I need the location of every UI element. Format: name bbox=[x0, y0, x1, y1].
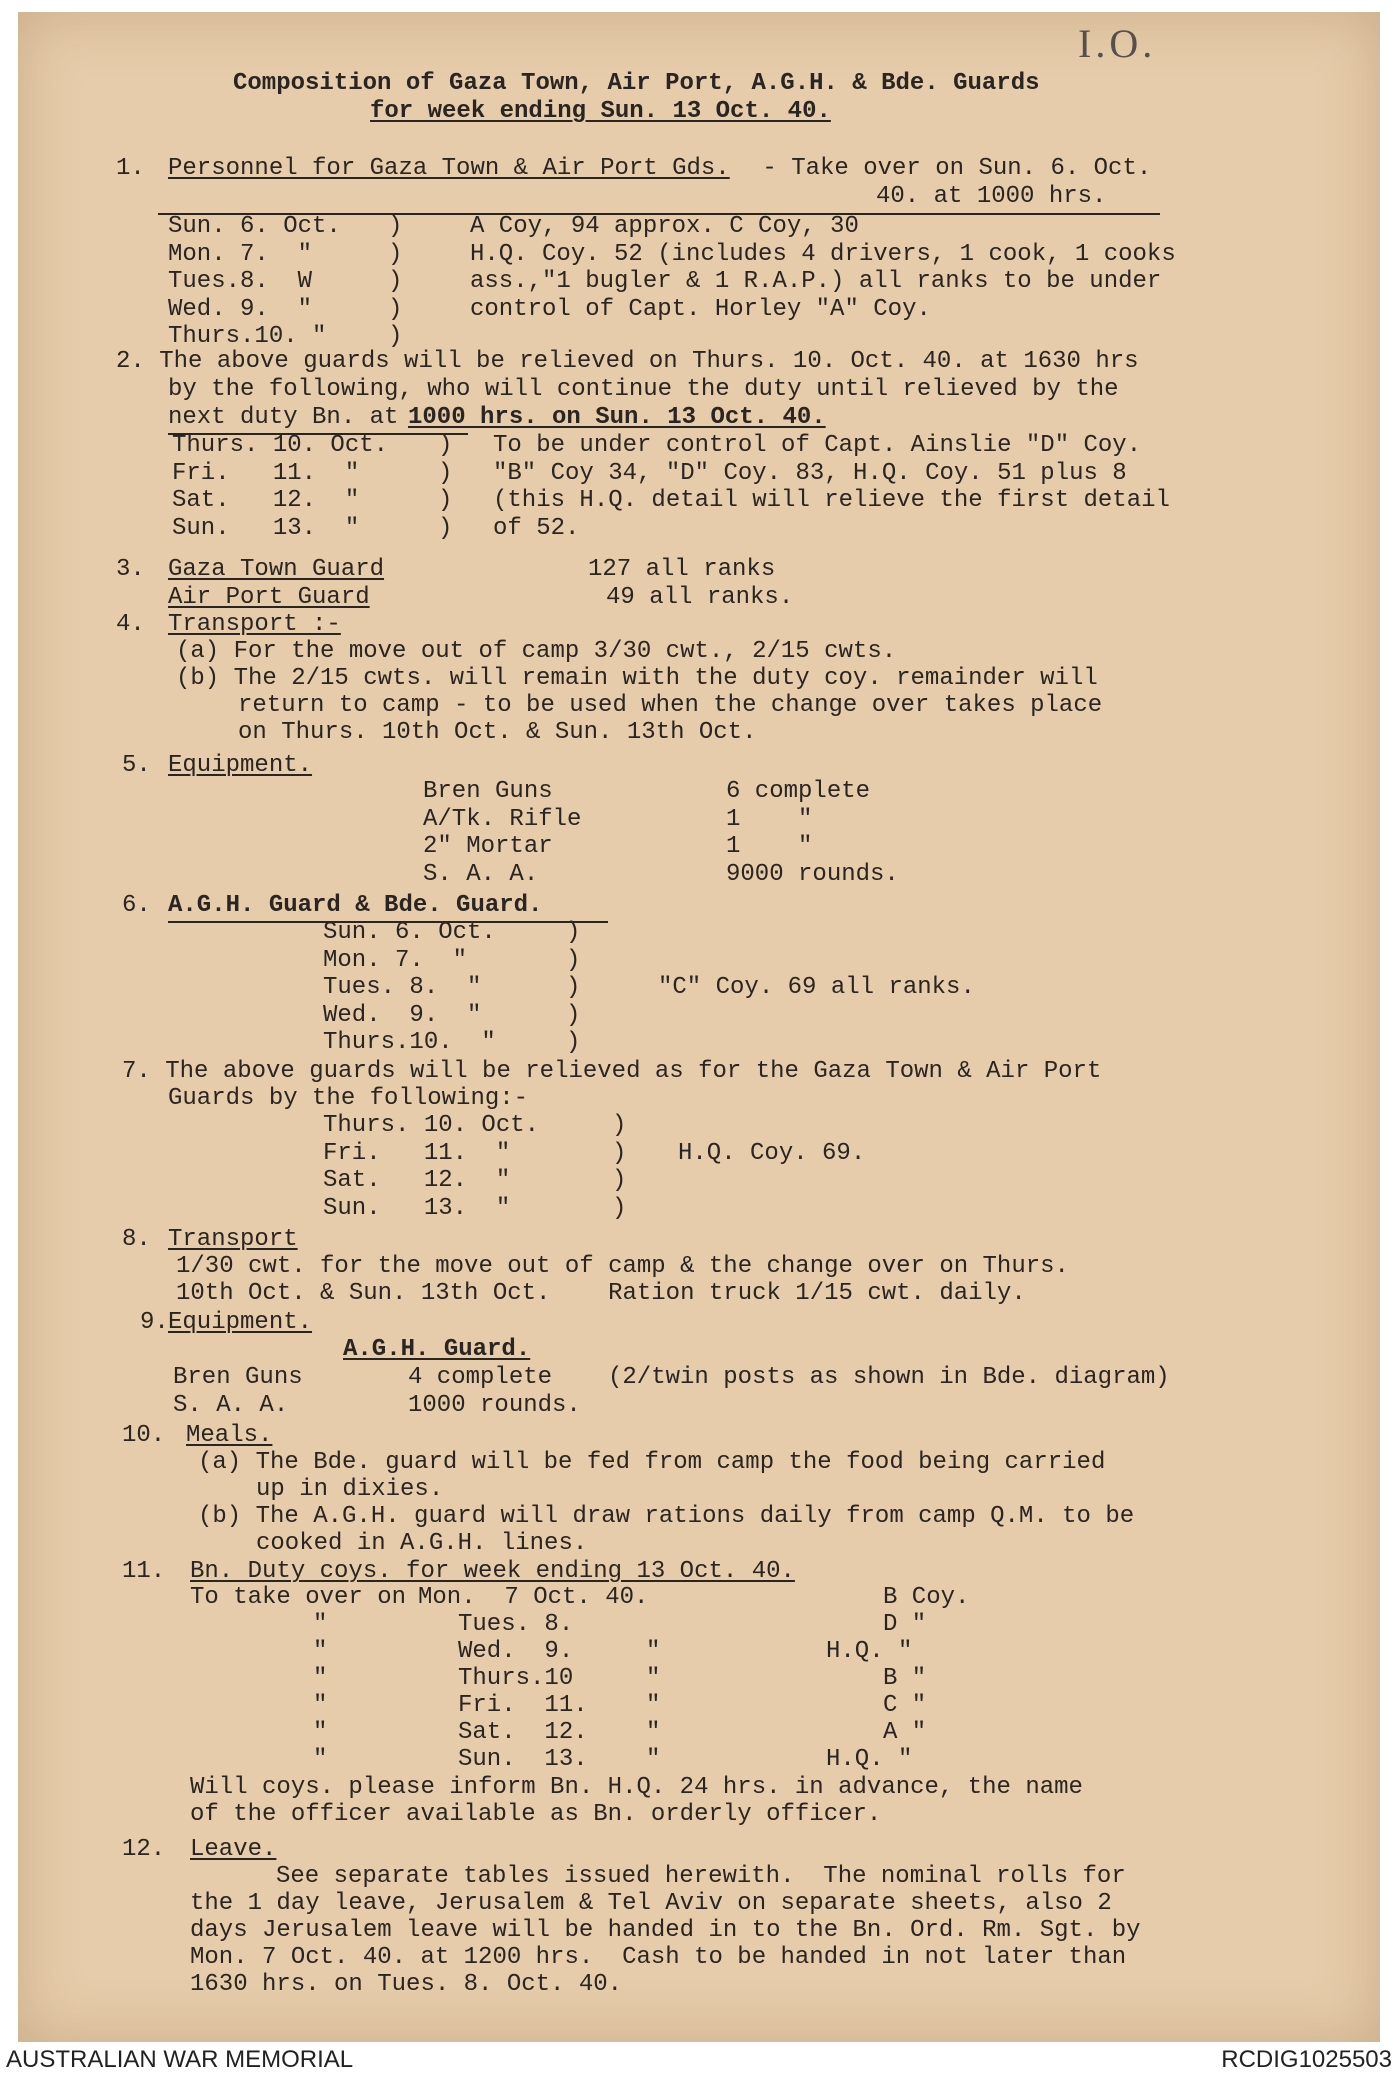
s9-num: 9. bbox=[140, 1309, 169, 1336]
s12-line: Mon. 7 Oct. 40. at 1200 hrs. Cash to be handed in not later than bbox=[190, 1944, 1127, 1971]
bracket: ) bbox=[566, 946, 581, 974]
s7-day: Thurs. 10. Oct. bbox=[323, 1112, 540, 1139]
equipment-item: A/Tk. Rifle bbox=[423, 805, 582, 833]
s6-heading: A.G.H. Guard & Bde. Guard. bbox=[168, 892, 543, 919]
s10-num: 10. bbox=[122, 1422, 166, 1449]
s2-line1: 2. The above guards will be relieved on Thurs. 10. Oct. 40. at 1630 hrs bbox=[116, 348, 1139, 375]
s10-a1: (a) The Bde. guard will be fed from camp the food being carried bbox=[198, 1449, 1106, 1476]
title-line2: for week ending Sun. 13 Oct. 40. bbox=[370, 98, 831, 125]
s3-label1: Gaza Town Guard bbox=[168, 556, 385, 583]
s7-line2: Guards by the following:- bbox=[168, 1085, 529, 1112]
s7-day: Sat. 12. " bbox=[323, 1167, 511, 1194]
s1-text-line: ass.,"1 bugler & 1 R.A.P.) all ranks to be under bbox=[470, 268, 1162, 295]
roster-cell: Fri. 11. bbox=[458, 1692, 588, 1719]
roster-cell: " bbox=[313, 1719, 328, 1746]
s7-line1: 7. The above guards will be relieved as for the Gaza Town & Air Port bbox=[122, 1058, 1102, 1085]
s6-day: Sun. 6. Oct. bbox=[323, 919, 496, 946]
s1-day: Thurs.10. " bbox=[168, 323, 327, 350]
footer-archive-name: AUSTRALIAN WAR MEMORIAL bbox=[6, 2046, 354, 2073]
s8-line1: 1/30 cwt. for the move out of camp & the change over on Thurs. bbox=[176, 1253, 1069, 1280]
roster-cell: " bbox=[646, 1665, 661, 1692]
s9-r2a: S. A. A. bbox=[173, 1392, 289, 1419]
s8-num: 8. bbox=[122, 1226, 151, 1253]
bracket: ) bbox=[566, 1001, 581, 1029]
s6-day: Mon. 7. " bbox=[323, 946, 468, 974]
roster-cell: H.Q. " bbox=[826, 1638, 913, 1665]
roster-cell: " bbox=[313, 1611, 328, 1638]
roster-cell: Tues. 8. bbox=[458, 1611, 574, 1638]
s10-b1: (b) The A.G.H. guard will draw rations daily from camp Q.M. to be bbox=[198, 1503, 1135, 1530]
bracket: ) bbox=[388, 323, 403, 350]
bracket: ) bbox=[388, 295, 403, 323]
s5-num: 5. bbox=[122, 752, 151, 779]
s7-day: Fri. 11. " bbox=[323, 1139, 511, 1167]
s1-text-line: H.Q. Coy. 52 (includes 4 drivers, 1 cook, 1 cooks bbox=[470, 240, 1176, 268]
s2-day: Fri. 11. " bbox=[172, 459, 360, 487]
roster-cell: " bbox=[646, 1638, 661, 1665]
roster-cell: " bbox=[646, 1746, 661, 1773]
bracket: ) bbox=[612, 1139, 627, 1167]
bracket: ) bbox=[612, 1167, 627, 1194]
s6-day: Wed. 9. " bbox=[323, 1001, 482, 1029]
s1-day: Mon. 7. " bbox=[168, 240, 313, 268]
roster-cell: B " bbox=[883, 1665, 927, 1692]
roster-cell: " bbox=[646, 1692, 661, 1719]
s8-heading: Transport bbox=[168, 1226, 298, 1253]
roster-cell: Wed. 9. bbox=[458, 1638, 574, 1665]
equipment-value: 6 complete bbox=[726, 778, 871, 805]
bracket: ) bbox=[566, 1029, 581, 1056]
s4-b2: return to camp - to be used when the change over takes place bbox=[238, 692, 1103, 719]
s3-label2: Air Port Guard bbox=[168, 584, 370, 611]
s4-b3: on Thurs. 10th Oct. & Sun. 13th Oct. bbox=[238, 719, 757, 746]
equipment-value: 9000 rounds. bbox=[726, 860, 899, 888]
s10-heading: Meals. bbox=[186, 1422, 273, 1449]
bracket: ) bbox=[388, 213, 403, 240]
s12-line: 1630 hrs. on Tues. 8. Oct. 40. bbox=[190, 1971, 623, 1998]
roster-cell: B Coy. bbox=[883, 1584, 970, 1611]
s6-num: 6. bbox=[122, 892, 151, 919]
s2-text-line: "B" Coy 34, "D" Coy. 83, H.Q. Coy. 51 plus 8 bbox=[493, 459, 1127, 487]
equipment-value: 1 " bbox=[726, 805, 813, 833]
equipment-item: Bren Guns bbox=[423, 778, 553, 805]
bracket: ) bbox=[438, 514, 453, 542]
document-paper bbox=[18, 12, 1380, 2042]
s9-r1c: (2/twin posts as shown in Bde. diagram) bbox=[608, 1364, 1170, 1391]
s11-note2: of the officer available as Bn. orderly officer. bbox=[190, 1801, 882, 1828]
roster-cell: Sat. 12. bbox=[458, 1719, 588, 1746]
s1-text-line: control of Capt. Horley "A" Coy. bbox=[470, 295, 931, 323]
s2-text-line: (this H.Q. detail will relieve the first detail bbox=[493, 487, 1170, 514]
s2-line3b: 1000 hrs. on Sun. 13 Oct. 40. bbox=[408, 404, 826, 431]
bracket: ) bbox=[388, 268, 403, 295]
s11-note1: Will coys. please inform Bn. H.Q. 24 hrs. in advance, the name bbox=[190, 1774, 1083, 1801]
s7-day: Sun. 13. " bbox=[323, 1194, 511, 1222]
s1-num: 1. bbox=[116, 155, 145, 182]
s6-text: "C" Coy. 69 all ranks. bbox=[658, 974, 975, 1001]
roster-cell: " bbox=[313, 1638, 328, 1665]
s4-a: (a) For the move out of camp 3/30 cwt., 2/15 cwts. bbox=[176, 638, 897, 665]
s3-value2: 49 all ranks. bbox=[606, 584, 794, 611]
equipment-value: 1 " bbox=[726, 833, 813, 860]
s12-heading: Leave. bbox=[190, 1836, 277, 1863]
s12-line: See separate tables issued herewith. The nominal rolls for bbox=[276, 1863, 1126, 1890]
s8-line2: 10th Oct. & Sun. 13th Oct. Ration truck 1/15 cwt. daily. bbox=[176, 1280, 1026, 1307]
s1-text-line: A Coy, 94 approx. C Coy, 30 bbox=[470, 213, 859, 240]
footer-record-id: RCDIG1025503 bbox=[1221, 2046, 1392, 2073]
s2-text-line: To be under control of Capt. Ainslie "D" Coy. bbox=[493, 432, 1142, 459]
s2-day: Thurs. 10. Oct. bbox=[172, 432, 389, 459]
s2-line3a: next duty Bn. at bbox=[168, 404, 413, 431]
s2-text-line: of 52. bbox=[493, 514, 580, 542]
roster-cell: H.Q. " bbox=[826, 1746, 913, 1773]
s9-r1a: Bren Guns bbox=[173, 1364, 303, 1391]
s10-a2: up in dixies. bbox=[256, 1476, 444, 1503]
roster-cell: " bbox=[313, 1665, 328, 1692]
s9-subheading: A.G.H. Guard. bbox=[343, 1336, 531, 1363]
s2-line2: by the following, who will continue the duty until relieved by the bbox=[168, 376, 1119, 403]
s12-line: days Jerusalem leave will be handed in to the Bn. Ord. Rm. Sgt. by bbox=[190, 1917, 1141, 1944]
s1-heading-cont: 40. at 1000 hrs. bbox=[876, 183, 1107, 210]
document-body bbox=[18, 12, 1380, 2042]
s11-num: 11. bbox=[122, 1558, 166, 1585]
bracket: ) bbox=[438, 432, 453, 459]
title-line1: Composition of Gaza Town, Air Port, A.G.H. & Bde. Guards bbox=[233, 70, 1040, 97]
roster-cell: To take over on bbox=[190, 1584, 407, 1611]
roster-cell: " bbox=[313, 1692, 328, 1719]
roster-cell: C " bbox=[883, 1692, 927, 1719]
s2-day: Sun. 13. " bbox=[172, 514, 360, 542]
roster-cell: A " bbox=[883, 1719, 927, 1746]
s9-heading: Equipment. bbox=[168, 1309, 313, 1336]
s9-r1b: 4 complete bbox=[408, 1364, 553, 1391]
s10-b2: cooked in A.G.H. lines. bbox=[256, 1530, 588, 1557]
bracket: ) bbox=[566, 919, 581, 946]
s1-heading: Personnel for Gaza Town & Air Port Gds. bbox=[168, 155, 730, 182]
s3-value1: 127 all ranks bbox=[588, 556, 776, 583]
roster-cell: " bbox=[313, 1746, 328, 1773]
bracket: ) bbox=[438, 487, 453, 514]
s2-day: Sat. 12. " bbox=[172, 487, 360, 514]
s12-line: the 1 day leave, Jerusalem & Tel Aviv on separate sheets, also 2 bbox=[190, 1890, 1112, 1917]
s3-num: 3. bbox=[116, 556, 145, 583]
bracket: ) bbox=[612, 1112, 627, 1139]
bracket: ) bbox=[566, 974, 581, 1001]
bracket: ) bbox=[438, 459, 453, 487]
s4-heading: Transport :- bbox=[168, 611, 341, 638]
roster-cell: Sun. 13. bbox=[458, 1746, 588, 1773]
equipment-item: S. A. A. bbox=[423, 860, 539, 888]
s1-heading-rest: - Take over on Sun. 6. Oct. bbox=[748, 155, 1152, 182]
s4-num: 4. bbox=[116, 611, 145, 638]
bracket: ) bbox=[388, 240, 403, 268]
s4-b1: (b) The 2/15 cwts. will remain with the duty coy. remainder will bbox=[176, 665, 1098, 692]
s11-heading: Bn. Duty coys. for week ending 13 Oct. 40. bbox=[190, 1558, 795, 1585]
s1-day: Wed. 9. " bbox=[168, 295, 313, 323]
s6-day: Thurs.10. " bbox=[323, 1029, 496, 1056]
s6-day: Tues. 8. " bbox=[323, 974, 482, 1001]
s12-num: 12. bbox=[122, 1836, 166, 1863]
folio-mark: I.O. bbox=[1078, 21, 1157, 66]
roster-cell: D " bbox=[883, 1611, 927, 1638]
s5-heading: Equipment. bbox=[168, 752, 313, 779]
s7-text: H.Q. Coy. 69. bbox=[678, 1140, 866, 1167]
s9-r2b: 1000 rounds. bbox=[408, 1392, 581, 1419]
s1-day: Tues.8. W bbox=[168, 268, 313, 295]
roster-cell: " bbox=[646, 1719, 661, 1746]
bracket: ) bbox=[612, 1194, 627, 1222]
s1-day: Sun. 6. Oct. bbox=[168, 213, 341, 240]
equipment-item: 2" Mortar bbox=[423, 833, 553, 860]
roster-cell: Thurs.10 bbox=[458, 1665, 574, 1692]
roster-cell: Mon. 7 Oct. 40. bbox=[418, 1584, 649, 1611]
